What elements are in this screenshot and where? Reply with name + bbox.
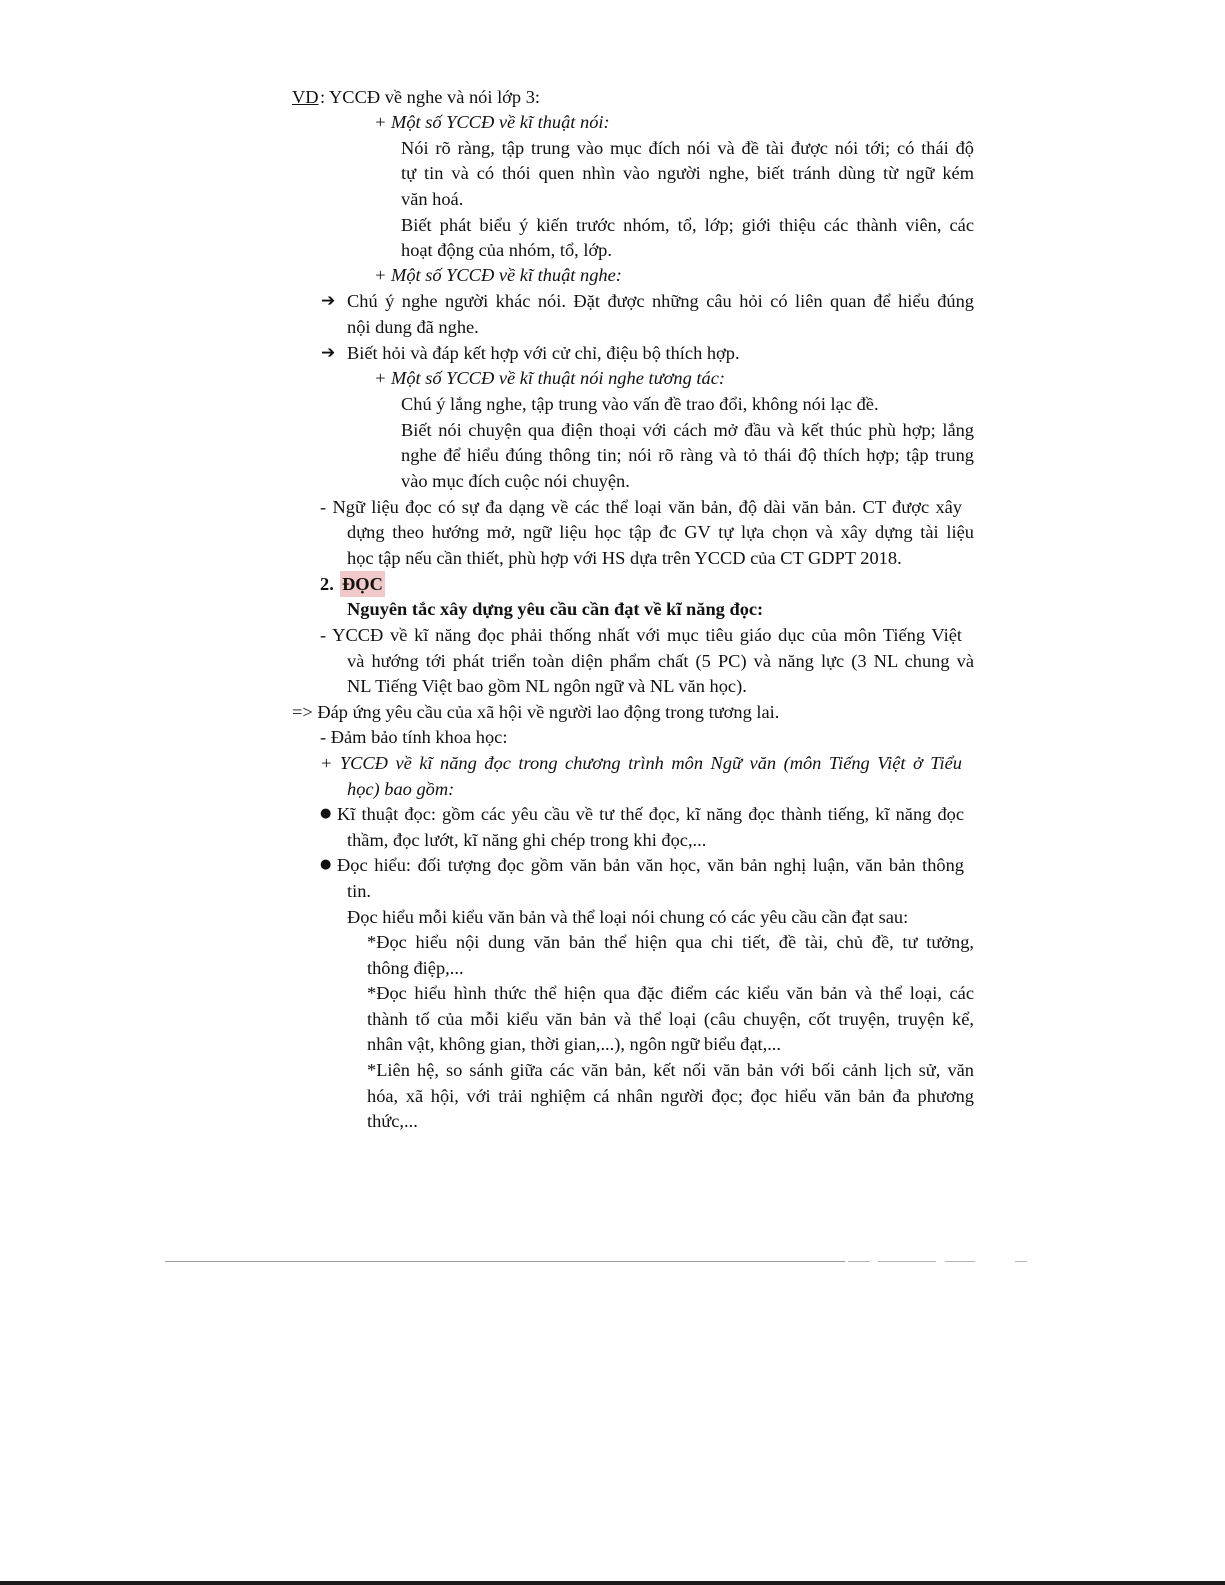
text-span: NL Tiếng Việt bao gồm NL ngôn ngữ và NL văn học). <box>347 676 747 696</box>
text-span: Biết phát biểu ý kiến trước nhóm, tổ, lớp; giới thiệu các thành viên, các <box>401 215 974 235</box>
text-span: *Đọc hiểu nội dung văn bản thể hiện qua chi tiết, đề tài, chủ đề, tư tưởng, <box>367 932 974 952</box>
filled-circle-icon: ● <box>320 806 332 821</box>
text-line <box>0 468 1225 494</box>
text-line <box>0 1031 1225 1057</box>
text-line <box>0 186 1225 212</box>
text-line <box>0 904 1225 930</box>
text-span: nội dung đã nghe. <box>347 317 479 337</box>
footer-divider-fragment <box>848 1261 870 1262</box>
text-line <box>0 340 1225 366</box>
text-span: và hướng tới phát triển toàn diện phẩm chất (5 PC) và năng lực (3 NL chung và <box>347 651 974 671</box>
text-line <box>0 365 1225 391</box>
text-line <box>0 724 1225 750</box>
text-span: *Đọc hiểu hình thức thể hiện qua đặc điểm các kiểu văn bản và thể loại, các <box>367 983 974 1003</box>
text-line <box>0 314 1225 340</box>
text-line <box>0 929 1225 955</box>
text-line <box>0 288 1225 314</box>
vd-label: VD <box>292 87 319 107</box>
bottom-edge-bar <box>0 1581 1225 1585</box>
text-span: tự tin và có thói quen nhìn vào người nghe, biết tránh dùng từ ngữ kém <box>401 163 974 183</box>
section-number: 2. <box>320 574 334 594</box>
text-line <box>0 1006 1225 1032</box>
text-span: Đọc hiểu mỗi kiểu văn bản và thể loại nói chung có các yêu cầu cần đạt sau: <box>347 907 909 927</box>
text-span: thông điệp,... <box>367 958 464 978</box>
right-arrow-icon: ➔ <box>321 343 336 363</box>
text-span: Chú ý lắng nghe, tập trung vào vấn đề trao đổi, không nói lạc đề. <box>401 394 879 414</box>
text-span: tin. <box>347 881 372 901</box>
text-line <box>0 417 1225 443</box>
text-span: Đọc hiểu: đối tượng đọc gồm văn bản văn học, văn bản nghị luận, văn bản thông <box>337 855 964 875</box>
text-span: : YCCĐ về nghe và nói lớp 3: <box>320 87 541 107</box>
text-span: - Ngữ liệu đọc có sự đa dạng về các thể loại văn bản, độ dài văn bản. CT được xây <box>320 497 962 517</box>
text-span: thầm, đọc lướt, kĩ năng ghi chép trong khi đọc,... <box>347 830 707 850</box>
text-span: Nói rõ ràng, tập trung vào mục đích nói và đề tài được nói tới; có thái độ <box>401 138 974 158</box>
text-span: Kĩ thuật đọc: gồm các yêu cầu về tư thế đọc, kĩ năng đọc thành tiếng, kĩ năng đọc <box>337 804 964 824</box>
text-span: Chú ý nghe người khác nói. Đặt được những câu hỏi có liên quan để hiểu đúng <box>347 291 974 311</box>
text-line <box>0 596 1225 622</box>
footer-divider <box>165 1261 845 1262</box>
text-line <box>0 135 1225 161</box>
text-span: vào mục đích cuộc nói chuyện. <box>401 471 630 491</box>
text-span: thức,... <box>367 1111 418 1131</box>
text-line <box>0 442 1225 468</box>
text-line <box>0 1083 1225 1109</box>
text-line <box>0 109 1225 135</box>
right-arrow-icon: ➔ <box>321 291 336 311</box>
text-line <box>0 212 1225 238</box>
text-span: thành tố của mỗi kiểu văn bản và thể loại (câu chuyện, cốt truyện, truyện kể, <box>367 1009 974 1029</box>
text-span: => Đáp ứng yêu cầu của xã hội về người lao động trong tương lai. <box>292 702 780 722</box>
text-span: - Đảm bảo tính khoa học: <box>320 727 508 747</box>
text-span: học tập nếu cần thiết, phù hợp với HS dựa trên YCCD của CT GDPT 2018. <box>347 548 902 568</box>
text-line <box>0 699 1225 725</box>
principle-heading: Nguyên tắc xây dựng yêu cầu cần đạt về kĩ năng đọc: <box>347 599 764 619</box>
text-line <box>0 391 1225 417</box>
text-line <box>0 1057 1225 1083</box>
section-heading <box>0 571 1225 597</box>
subheading-listening: + Một số YCCĐ về kĩ thuật nghe: <box>374 265 622 285</box>
text-line <box>0 776 1225 802</box>
text-line <box>0 160 1225 186</box>
text-line <box>0 750 1225 776</box>
text-span: + YCCĐ về kĩ năng đọc trong chương trình môn Ngữ văn (môn Tiếng Việt ở Tiểu <box>320 753 962 773</box>
section-title-highlighted: ĐỌC <box>340 571 385 597</box>
text-line <box>0 84 1225 110</box>
text-span: nhân vật, không gian, thời gian,...), ngôn ngữ biểu đạt,... <box>367 1034 782 1054</box>
subheading-interaction: + Một số YCCĐ về kĩ thuật nói nghe tương tác: <box>374 368 725 388</box>
text-line <box>0 262 1225 288</box>
text-span: dựng theo hướng mở, ngữ liệu học tập đc GV tự lựa chọn và xây dựng tài liệu <box>347 522 974 542</box>
subheading-speaking: + Một số YCCĐ về kĩ thuật nói: <box>374 112 610 132</box>
text-line <box>0 852 1225 878</box>
footer-divider-fragment <box>945 1261 975 1262</box>
footer-divider-fragment <box>1015 1261 1027 1262</box>
text-span: hóa, xã hội, với trải nghiệm cá nhân người đọc; đọc hiểu văn bản đa phương <box>367 1086 974 1106</box>
text-line <box>0 955 1225 981</box>
text-line <box>0 1108 1225 1134</box>
text-line <box>0 648 1225 674</box>
text-span: nghe để hiểu đúng thông tin; nói rõ ràng và tỏ thái độ thích hợp; tập trung <box>401 445 974 465</box>
text-line <box>0 673 1225 699</box>
text-span: văn hoá. <box>401 189 464 209</box>
text-line <box>0 237 1225 263</box>
footer-divider-fragment <box>878 1261 936 1262</box>
text-line <box>0 980 1225 1006</box>
text-span: *Liên hệ, so sánh giữa các văn bản, kết nối văn bản với bối cảnh lịch sử, văn <box>367 1060 974 1080</box>
text-span: Biết nói chuyện qua điện thoại với cách mở đầu và kết thúc phù hợp; lắng <box>401 420 974 440</box>
text-span: học) bao gồm: <box>347 779 455 799</box>
text-line <box>0 622 1225 648</box>
text-line <box>0 801 1225 827</box>
text-line <box>0 545 1225 571</box>
text-line <box>0 494 1225 520</box>
filled-circle-icon: ● <box>320 857 332 872</box>
text-line <box>0 878 1225 904</box>
text-span: hoạt động của nhóm, tổ, lớp. <box>401 240 612 260</box>
text-line <box>0 827 1225 853</box>
text-span: Biết hỏi và đáp kết hợp với cử chỉ, điệu bộ thích hợp. <box>347 343 740 363</box>
text-line <box>0 519 1225 545</box>
text-span: - YCCĐ về kĩ năng đọc phải thống nhất với mục tiêu giáo dục của môn Tiếng Việt <box>320 625 962 645</box>
